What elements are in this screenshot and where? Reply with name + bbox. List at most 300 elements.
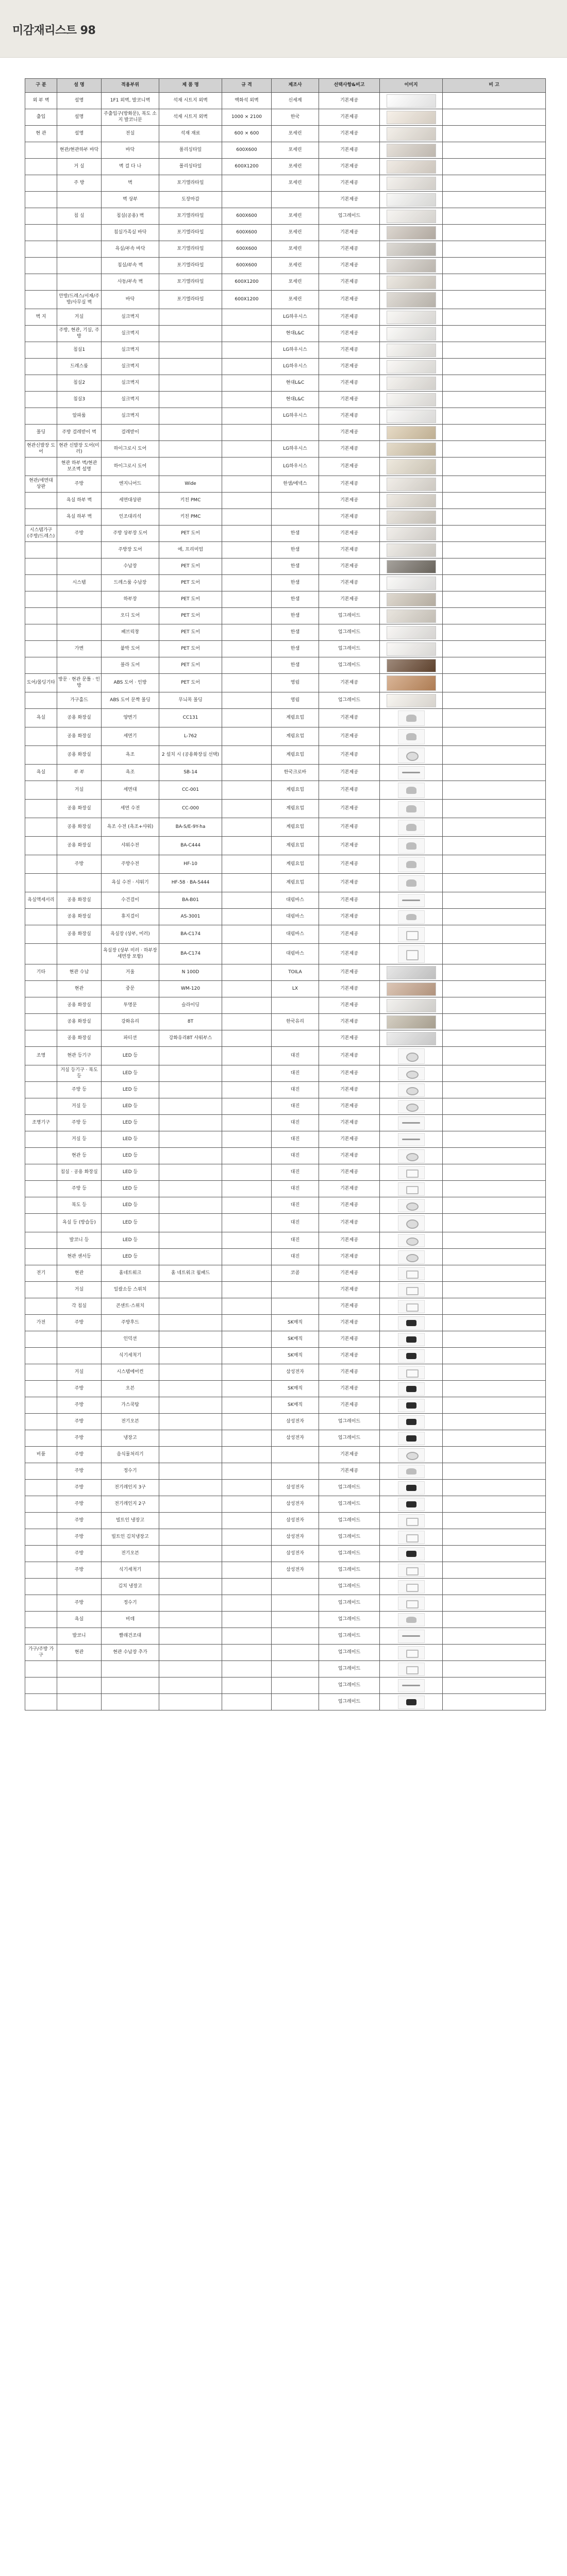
cell-image <box>380 1131 443 1148</box>
cell-location: 1F1 외벽, 발코니벽 <box>102 93 159 109</box>
product-thumbnail-image <box>398 1067 425 1080</box>
product-thumbnail-image <box>398 1199 425 1212</box>
cell-maker: 한샘 <box>272 657 319 674</box>
material-swatch-image <box>387 609 436 623</box>
cell-product: 석재 재료 <box>159 126 222 142</box>
cell-maker: 대진 <box>272 1065 319 1082</box>
cell-remark <box>443 800 546 818</box>
cell-location: 주방장 도어 <box>102 542 159 558</box>
table-row <box>25 1265 546 1282</box>
cell-size <box>222 1397 272 1414</box>
cell-product <box>159 1430 222 1447</box>
cell-remark <box>443 109 546 126</box>
cell-maker <box>272 509 319 526</box>
cell-remark <box>443 526 546 542</box>
cell-description: 현관 센서등 <box>57 1249 102 1265</box>
cell-size <box>222 624 272 641</box>
cell-remark <box>443 542 546 558</box>
product-thumbnail-image <box>398 1149 425 1163</box>
cell-image <box>380 874 443 892</box>
cell-description: 현관 수납 <box>57 964 102 981</box>
cell-size <box>222 509 272 526</box>
cell-description: 현관 <box>57 1265 102 1282</box>
product-thumbnail-image <box>398 945 425 963</box>
cell-location: LED 등 <box>102 1164 159 1181</box>
cell-maker: 계림요업 <box>272 727 319 746</box>
cell-location: 강화유리 <box>102 1014 159 1030</box>
cell-product: SB-14 <box>159 765 222 781</box>
cell-size <box>222 1131 272 1148</box>
material-swatch-image <box>387 393 436 406</box>
cell-product: WM-120 <box>159 981 222 997</box>
table-row <box>25 392 546 408</box>
cell-maker: 계림요업 <box>272 781 319 800</box>
cell-maker: 대진 <box>272 1047 319 1065</box>
cell-remark <box>443 375 546 392</box>
cell-image <box>380 175 443 192</box>
cell-product: 포기엘라타일 <box>159 225 222 241</box>
table-row <box>25 709 546 727</box>
table-body <box>25 93 546 1710</box>
cell-maker: 영림 <box>272 692 319 709</box>
cell-maker: SK매직 <box>272 1397 319 1414</box>
cell-location: LED 등 <box>102 1131 159 1148</box>
table-row <box>25 1496 546 1513</box>
cell-size <box>222 800 272 818</box>
cell-product <box>159 1447 222 1463</box>
cell-size <box>222 1628 272 1645</box>
cell-maker: 대진 <box>272 1098 319 1115</box>
cell-category <box>25 258 57 274</box>
cell-image <box>380 375 443 392</box>
table-row <box>25 657 546 674</box>
material-swatch-image <box>387 1032 436 1045</box>
product-thumbnail-image <box>398 1215 425 1231</box>
cell-description: 안방/드레스/서재/주방/사무실 벽 <box>57 291 102 309</box>
cell-maker <box>272 1661 319 1677</box>
table-row <box>25 1014 546 1030</box>
cell-remark <box>443 192 546 208</box>
cell-size <box>222 1381 272 1397</box>
table-row <box>25 1214 546 1232</box>
cell-location: 식기세척기 <box>102 1562 159 1579</box>
table-row <box>25 874 546 892</box>
cell-category <box>25 1148 57 1164</box>
cell-remark <box>443 692 546 709</box>
cell-location: 욕실 수전 · 샤워기 <box>102 874 159 892</box>
cell-description <box>57 1677 102 1694</box>
cell-location: LED 등 <box>102 1214 159 1232</box>
cell-category <box>25 997 57 1014</box>
cell-remark <box>443 1463 546 1480</box>
cell-location: 세면대 <box>102 781 159 800</box>
cell-remark <box>443 781 546 800</box>
product-thumbnail-image <box>398 1366 425 1379</box>
cell-location: 욕실장 (상부 미러 · 하부장 세면장 포함) <box>102 944 159 964</box>
column-header-category: 구 분 <box>25 79 57 93</box>
table-row <box>25 126 546 142</box>
cell-location: LED 등 <box>102 1082 159 1098</box>
cell-image <box>380 542 443 558</box>
cell-location: 전기오븐 <box>102 1414 159 1430</box>
cell-option: 업그레이드 <box>319 1677 380 1694</box>
cell-image <box>380 944 443 964</box>
cell-remark <box>443 892 546 909</box>
cell-category <box>25 855 57 874</box>
product-thumbnail-image <box>398 1646 425 1659</box>
cell-description: 주방 <box>57 1513 102 1529</box>
cell-maker: SK매직 <box>272 1381 319 1397</box>
cell-remark <box>443 1164 546 1181</box>
cell-category <box>25 1513 57 1529</box>
material-swatch-image <box>387 577 436 590</box>
material-swatch-image <box>387 1015 436 1029</box>
product-thumbnail-image <box>398 1547 425 1561</box>
product-thumbnail-image <box>398 748 425 763</box>
cell-description <box>57 944 102 964</box>
cell-option: 업그레이드 <box>319 1661 380 1677</box>
cell-size <box>222 981 272 997</box>
cell-option: 기본제공 <box>319 1249 380 1265</box>
cell-option: 기본제공 <box>319 1065 380 1082</box>
cell-maker: 계림요업 <box>272 855 319 874</box>
cell-location: 실크벽지 <box>102 326 159 342</box>
cell-product <box>159 1513 222 1529</box>
cell-size <box>222 476 272 493</box>
cell-location: 휴지걸이 <box>102 909 159 925</box>
cell-option: 기본제공 <box>319 509 380 526</box>
cell-size <box>222 1562 272 1579</box>
product-thumbnail-image <box>398 1448 425 1462</box>
cell-size <box>222 1164 272 1181</box>
cell-option: 업그레이드 <box>319 1612 380 1628</box>
cell-description: 주방 <box>57 1529 102 1546</box>
cell-description: 침실3 <box>57 392 102 408</box>
cell-description: 공용 화장실 <box>57 709 102 727</box>
cell-size <box>222 1677 272 1694</box>
cell-location: LED 등 <box>102 1232 159 1249</box>
cell-option: 기본제공 <box>319 375 380 392</box>
cell-product <box>159 1595 222 1612</box>
cell-option: 기본제공 <box>319 291 380 309</box>
cell-maker: 현대L&C <box>272 375 319 392</box>
material-swatch-image <box>387 144 436 157</box>
cell-option: 업그레이드 <box>319 1529 380 1546</box>
table-row <box>25 142 546 159</box>
table-row <box>25 624 546 641</box>
cell-maker: 포세린 <box>272 208 319 225</box>
cell-description: 주방 <box>57 1562 102 1579</box>
product-thumbnail-image <box>398 927 425 942</box>
cell-location: 음식물처리기 <box>102 1447 159 1463</box>
cell-product: 포기엘라타일 <box>159 175 222 192</box>
cell-location: 주출입구(방화문), 복도 소지 발코니문 <box>102 109 159 126</box>
cell-size <box>222 1214 272 1232</box>
cell-size <box>222 1546 272 1562</box>
cell-location: 블라 도어 <box>102 657 159 674</box>
cell-remark <box>443 709 546 727</box>
cell-maker: 영림 <box>272 674 319 692</box>
cell-category <box>25 142 57 159</box>
cell-size <box>222 375 272 392</box>
cell-option: 기본제공 <box>319 225 380 241</box>
cell-image <box>380 1348 443 1364</box>
cell-option: 기본제공 <box>319 142 380 159</box>
cell-option: 기본제공 <box>319 392 380 408</box>
cell-category: 도어/몰딩기타 <box>25 674 57 692</box>
cell-product: 폴리싱타일 <box>159 159 222 175</box>
cell-remark <box>443 855 546 874</box>
cell-product: 무늬목 몰딩 <box>159 692 222 709</box>
cell-option: 기본제공 <box>319 457 380 476</box>
cell-size <box>222 1529 272 1546</box>
cell-image <box>380 1047 443 1065</box>
cell-maker <box>272 1447 319 1463</box>
cell-product <box>159 408 222 425</box>
cell-option: 기본제공 <box>319 1197 380 1214</box>
cell-size: 600X1200 <box>222 274 272 291</box>
cell-size <box>222 1414 272 1430</box>
cell-maker: 포세린 <box>272 291 319 309</box>
table-row <box>25 1397 546 1414</box>
cell-category <box>25 1579 57 1595</box>
cell-product <box>159 1628 222 1645</box>
cell-size <box>222 1047 272 1065</box>
cell-product <box>159 1397 222 1414</box>
cell-description: 주방 <box>57 526 102 542</box>
table-row <box>25 837 546 855</box>
cell-remark <box>443 1082 546 1098</box>
cell-maker: 계림요업 <box>272 746 319 765</box>
cell-remark <box>443 1579 546 1595</box>
cell-image <box>380 1529 443 1546</box>
cell-option: 기본제공 <box>319 855 380 874</box>
product-thumbnail-image <box>398 1083 425 1097</box>
cell-description: 시스템 <box>57 575 102 591</box>
cell-location: LED 등 <box>102 1181 159 1197</box>
cell-size <box>222 818 272 837</box>
cell-remark <box>443 1181 546 1197</box>
cell-image <box>380 192 443 208</box>
table-row <box>25 1364 546 1381</box>
cell-remark <box>443 425 546 441</box>
cell-image <box>380 1014 443 1030</box>
cell-image <box>380 493 443 509</box>
cell-option: 기본제공 <box>319 1098 380 1115</box>
cell-remark <box>443 1298 546 1315</box>
cell-size <box>222 1595 272 1612</box>
cell-maker: 계림요업 <box>272 709 319 727</box>
cell-image <box>380 1579 443 1595</box>
cell-category <box>25 1546 57 1562</box>
cell-size <box>222 674 272 692</box>
cell-location: 실크벽지 <box>102 392 159 408</box>
cell-option: 기본제공 <box>319 1463 380 1480</box>
cell-image <box>380 624 443 641</box>
cell-image <box>380 892 443 909</box>
table-row <box>25 674 546 692</box>
cell-size <box>222 765 272 781</box>
cell-image <box>380 1661 443 1677</box>
cell-remark <box>443 591 546 608</box>
table-row <box>25 1463 546 1480</box>
cell-category: 조명기구 <box>25 1115 57 1131</box>
cell-category <box>25 1381 57 1397</box>
cell-category <box>25 408 57 425</box>
cell-product: CC131 <box>159 709 222 727</box>
cell-remark <box>443 1047 546 1065</box>
cell-remark <box>443 1430 546 1447</box>
cell-location: 홈네트워크 <box>102 1265 159 1282</box>
cell-remark <box>443 727 546 746</box>
cell-category <box>25 1562 57 1579</box>
cell-description: 주 방 <box>57 175 102 192</box>
cell-description: 발코니 <box>57 1628 102 1645</box>
cell-category <box>25 1214 57 1232</box>
product-thumbnail-image <box>398 1399 425 1412</box>
cell-image <box>380 1513 443 1529</box>
cell-option: 기본제공 <box>319 542 380 558</box>
cell-location: 벽 걸 다 나 <box>102 159 159 175</box>
cell-option: 업그레이드 <box>319 641 380 657</box>
cell-size <box>222 997 272 1014</box>
cell-size <box>222 1014 272 1030</box>
cell-product: BA-S/E-9Y-ha <box>159 818 222 837</box>
cell-location: 정수기 <box>102 1463 159 1480</box>
cell-description: 방문 · 현관 문틀 · 인방 <box>57 674 102 692</box>
cell-product <box>159 1197 222 1214</box>
cell-maker: 포세린 <box>272 142 319 159</box>
cell-size <box>222 608 272 624</box>
cell-location: 전기레인지 2구 <box>102 1496 159 1513</box>
material-swatch-image <box>387 527 436 540</box>
cell-product: 석재 시트지 외벽 <box>159 93 222 109</box>
cell-description: 주방 <box>57 476 102 493</box>
table-row <box>25 309 546 326</box>
cell-image <box>380 1082 443 1098</box>
table-row <box>25 1562 546 1579</box>
cell-maker: 코콤 <box>272 1265 319 1282</box>
cell-category <box>25 359 57 375</box>
cell-product <box>159 1612 222 1628</box>
cell-description: 주방 등 <box>57 1181 102 1197</box>
cell-remark <box>443 1197 546 1214</box>
cell-maker: SK매직 <box>272 1348 319 1364</box>
cell-category <box>25 925 57 944</box>
cell-description: 현관 하부 벽/현관 보조벽 설명 <box>57 457 102 476</box>
table-row <box>25 441 546 457</box>
cell-image <box>380 1115 443 1131</box>
cell-image <box>380 309 443 326</box>
table-row <box>25 1677 546 1694</box>
cell-image <box>380 709 443 727</box>
cell-image <box>380 674 443 692</box>
cell-image <box>380 964 443 981</box>
cell-location: 빌트인 김치냉장고 <box>102 1529 159 1546</box>
cell-remark <box>443 1282 546 1298</box>
cell-remark <box>443 1232 546 1249</box>
cell-remark <box>443 392 546 408</box>
cell-image <box>380 1164 443 1181</box>
cell-product: PET 도어 <box>159 657 222 674</box>
cell-description <box>57 1348 102 1364</box>
material-swatch-image <box>387 210 436 223</box>
cell-size <box>222 746 272 765</box>
cell-category <box>25 641 57 657</box>
column-header-product: 제 품 명 <box>159 79 222 93</box>
product-thumbnail-image <box>398 1382 425 1396</box>
material-swatch-image <box>387 160 436 174</box>
cell-remark <box>443 746 546 765</box>
cell-maker: 한국 <box>272 109 319 126</box>
cell-description: 거실 <box>57 309 102 326</box>
cell-category <box>25 1463 57 1480</box>
cell-image <box>380 818 443 837</box>
cell-size <box>222 1030 272 1047</box>
cell-location: 샤워수전 <box>102 837 159 855</box>
cell-image <box>380 981 443 997</box>
column-header-description: 설 명 <box>57 79 102 93</box>
cell-category: 시스템가구 (주방/드레스) <box>25 526 57 542</box>
cell-image <box>380 159 443 175</box>
cell-product <box>159 1529 222 1546</box>
cell-location: 벽 <box>102 175 159 192</box>
cell-category <box>25 837 57 855</box>
product-thumbnail-image <box>398 875 425 891</box>
cell-option: 기본제공 <box>319 1214 380 1232</box>
cell-option: 기본제공 <box>319 1381 380 1397</box>
cell-product: 포기엘라타일 <box>159 291 222 309</box>
cell-option: 업그레이드 <box>319 624 380 641</box>
material-swatch-image <box>387 111 436 124</box>
cell-image <box>380 1364 443 1381</box>
cell-option: 기본제공 <box>319 1164 380 1181</box>
cell-option: 기본제공 <box>319 1348 380 1364</box>
cell-location: 벽 상부 <box>102 192 159 208</box>
cell-option: 기본제공 <box>319 408 380 425</box>
material-swatch-image <box>387 243 436 256</box>
cell-category <box>25 1131 57 1148</box>
cell-image <box>380 1430 443 1447</box>
cell-location: LED 등 <box>102 1115 159 1131</box>
table-row <box>25 342 546 359</box>
cell-description: 현관 <box>57 1645 102 1661</box>
cell-remark <box>443 208 546 225</box>
cell-product: 에, 프리미엄 <box>159 542 222 558</box>
cell-option: 기본제공 <box>319 1364 380 1381</box>
cell-maker <box>272 1612 319 1628</box>
cell-image <box>380 1414 443 1430</box>
cell-category: 현 관 <box>25 126 57 142</box>
cell-location: 하이그로시 도어 <box>102 441 159 457</box>
cell-maker: 계림요업 <box>272 837 319 855</box>
cell-category <box>25 457 57 476</box>
cell-description: 침 실 <box>57 208 102 225</box>
material-swatch-image <box>387 259 436 273</box>
cell-maker: 대림바스 <box>272 892 319 909</box>
cell-category <box>25 1282 57 1298</box>
cell-size: 600X600 <box>222 225 272 241</box>
cell-size <box>222 1197 272 1214</box>
cell-product <box>159 1677 222 1694</box>
cell-description: 공용 화장실 <box>57 1030 102 1047</box>
cell-category <box>25 1694 57 1710</box>
cell-product <box>159 1496 222 1513</box>
cell-product: 폴리싱타일 <box>159 142 222 159</box>
cell-size <box>222 542 272 558</box>
cell-image <box>380 1249 443 1265</box>
cell-description <box>57 225 102 241</box>
